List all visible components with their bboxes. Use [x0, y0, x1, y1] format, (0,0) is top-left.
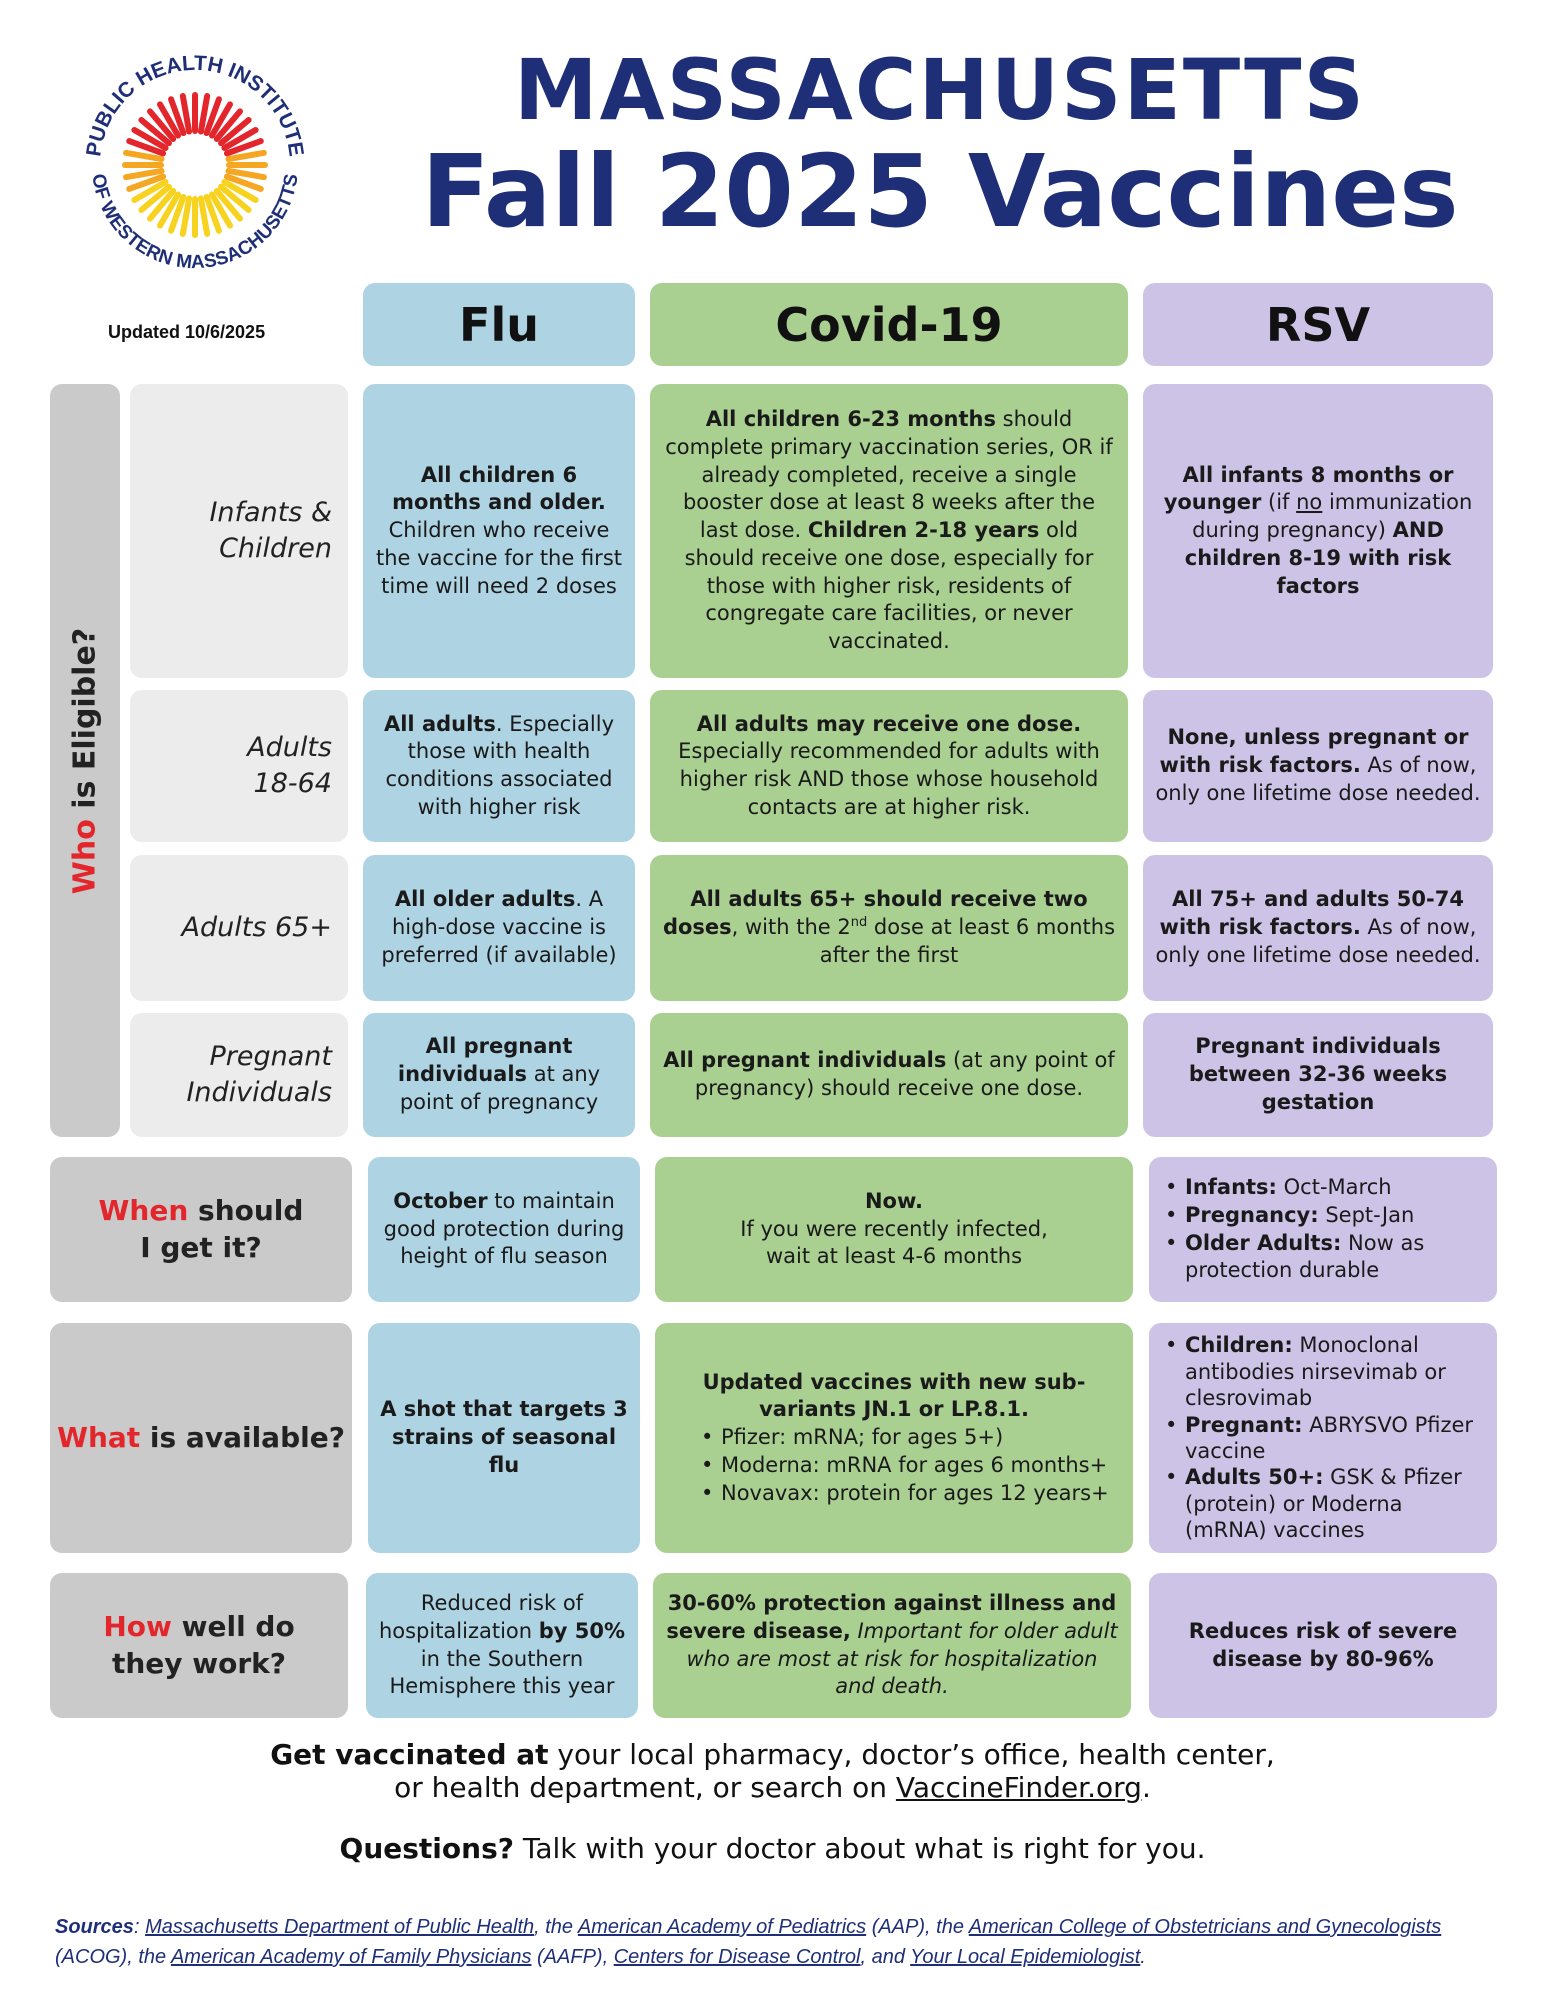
list-item: • Pregnancy: Sept-Jan [1161, 1202, 1485, 1230]
covid-adults-cell: All adults may receive one dose. Especially recommended for adults with higher risk AND those whose household contacts are at higher risk. [650, 690, 1128, 842]
flu-how-cell: Reduced risk of hospitalization by 50% in the Southern Hemisphere this year [366, 1573, 638, 1718]
list-item: • Adults 50+: GSK & Pfizer (protein) or Moderna (mRNA) vaccines [1161, 1464, 1485, 1543]
questions-text: Questions? Talk with your doctor about what is right for you. [339, 1832, 1206, 1865]
source-link-acog[interactable]: American College of Obstetricians and Gynecologists [968, 1916, 1442, 1938]
institute-logo [70, 40, 320, 290]
source-link-cdc[interactable]: Centers for Disease Control [613, 1946, 861, 1968]
flu-infants-cell: All children 6 months and older. Children who receive the vaccine for the first time will need 2 doses [363, 384, 635, 678]
rsv-pregnant-cell: Pregnant individuals between 32-36 weeks gestation [1143, 1013, 1493, 1137]
rsv-infants-cell: All infants 8 months or younger (if no immunization during pregnancy) AND children 8-19 with risk factors [1143, 384, 1493, 678]
logo-ring-bottom: OF WESTERN MASSACHUSETTS [87, 172, 303, 274]
covid-what-cell: Updated vaccines with new sub-variants JN.1 or LP.8.1. • Pfizer: mRNA; for ages 5+) • Moderna: mRNA for ages 6 months+ • Novavax: protein for ages 12 years+ [655, 1323, 1133, 1553]
eligibility-section-label [50, 384, 120, 1137]
rsv-seniors-cell: All 75+ and adults 50-74 with risk factors. As of now, only one lifetime dose needed. [1143, 855, 1493, 1001]
source-link-aafp[interactable]: American Academy of Family Physicians [170, 1946, 532, 1968]
flu-adults-cell: All adults. Especially those with health conditions associated with higher risk [363, 690, 635, 842]
column-header-covid: Covid-19 [650, 283, 1128, 366]
source-link-yle[interactable]: Your Local Epidemiologist [910, 1946, 1141, 1968]
row-label-infants-children: Infants & Children [130, 384, 348, 678]
list-item: • Children: Monoclonal antibodies nirsevimab or clesrovimab [1161, 1332, 1485, 1411]
list-item: • Novavax: protein for ages 12 years+ [697, 1480, 1121, 1508]
rsv-how-cell: Reduces risk of severe disease by 80-96% [1149, 1573, 1497, 1718]
flu-pregnant-cell: All pregnant individuals at any point of pregnancy [363, 1013, 635, 1137]
source-link-mdph[interactable]: Massachusetts Department of Public Health [145, 1916, 535, 1938]
list-item: • Pfizer: mRNA; for ages 5+) [697, 1424, 1121, 1452]
row-label-adults-18-64: Adults 18-64 [130, 690, 348, 842]
what-section-label: What is available? [50, 1323, 352, 1553]
covid-how-cell: 30-60% protection against illness and severe disease, Important for older adult who are most at risk for hospitalization and death. [653, 1573, 1131, 1718]
covid-vaccine-list [667, 1424, 1121, 1507]
row-label-pregnant: Pregnant Individuals [130, 1013, 348, 1137]
list-item: • Older Adults: Now as protection durable [1161, 1230, 1485, 1285]
sun-logo-icon [70, 40, 320, 290]
row-label-adults-65: Adults 65+ [130, 855, 348, 1001]
when-section-label: When should I get it? [50, 1157, 352, 1302]
covid-infants-cell: All children 6-23 months should complete primary vaccination series, OR if already completed, receive a single booster dose at least 8 weeks after the last dose. Children 2-18 years old should receive one dose, especially for those with higher risk, residents of congregate care facilities, or never vaccinated. [650, 384, 1128, 678]
sources-citation: Sources: Massachusetts Department of Public Health, the American Academy of Pediatrics (AAP), the American College of Obstetricians and Gynecologists (ACOG), the American Academy of Family Physicians (AAFP), Centers for Disease Control, and Your Local Epidemiologist. [55, 1916, 1442, 1968]
covid-when-cell: Now. If you were recently infected, wait at least 4-6 months [655, 1157, 1133, 1302]
covid-seniors-cell: All adults 65+ should receive two doses, with the 2nd dose at least 6 months after the first [650, 855, 1128, 1001]
rsv-products-list [1161, 1332, 1485, 1544]
rsv-when-list [1161, 1174, 1485, 1285]
rsv-adults-cell: None, unless pregnant or with risk factors. As of now, only one lifetime dose needed. [1143, 690, 1493, 842]
column-header-flu: Flu [363, 283, 635, 366]
how-section-label: How well do they work? [50, 1573, 348, 1718]
source-link-aap[interactable]: American Academy of Pediatrics [577, 1916, 867, 1938]
vaccinefinder-link[interactable]: VaccineFinder.org [895, 1771, 1142, 1805]
page-title-line2: Fall 2025 Vaccines [421, 133, 1459, 250]
logo-ring-top: PUBLIC HEALTH INSTITUTE [82, 51, 308, 158]
get-vaccinated-text: Get vaccinated at your local pharmacy, doctor’s office, health center, or health department, or search on VaccineFinder.org. [270, 1738, 1275, 1805]
rsv-when-cell [1149, 1157, 1497, 1302]
list-item: • Moderna: mRNA for ages 6 months+ [697, 1452, 1121, 1480]
flu-when-cell: October to maintain good protection during height of flu season [368, 1157, 640, 1302]
eligibility-label-text: Who is Eligible? [67, 627, 103, 894]
covid-pregnant-cell: All pregnant individuals (at any point of pregnancy) should receive one dose. [650, 1013, 1128, 1137]
list-item: • Pregnant: ABRYSVO Pfizer vaccine [1161, 1412, 1485, 1465]
rsv-what-cell [1149, 1323, 1497, 1553]
column-header-rsv: RSV [1143, 283, 1493, 366]
updated-date: Updated 10/6/2025 [108, 322, 266, 342]
list-item: • Infants: Oct-March [1161, 1174, 1485, 1202]
flu-what-cell: A shot that targets 3 strains of seasonal flu [368, 1323, 640, 1553]
flu-seniors-cell: All older adults. A high-dose vaccine is preferred (if available) [363, 855, 635, 1001]
page-title-line1: MASSACHUSETTS [514, 41, 1366, 139]
